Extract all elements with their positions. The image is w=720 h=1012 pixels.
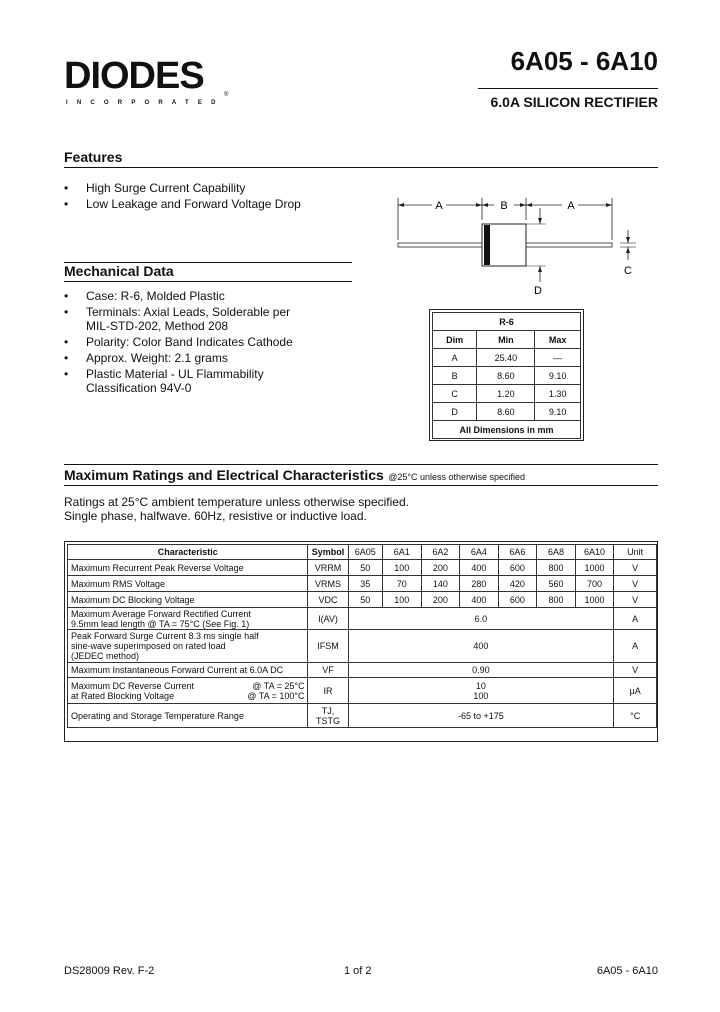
lead-left [398, 243, 484, 247]
device-subtitle: 6.0A SILICON RECTIFIER [490, 94, 658, 110]
list-item: • Terminals: Axial Leads, Solderable per MIL-STD-202, Method 208 [64, 305, 314, 333]
characteristic: Maximum Instantaneous Forward Current at 6.0A DC [68, 663, 308, 678]
characteristic-line: sine-wave superimposed on rated load [71, 641, 226, 651]
value-line: 10 [475, 680, 486, 691]
ratings-title: Maximum Ratings and Electrical Characteristics [64, 467, 384, 483]
table-header: 6A10 [575, 545, 614, 560]
table-cell: 200 [421, 592, 460, 608]
table-cell: 280 [460, 576, 499, 592]
table-cell: 420 [498, 576, 537, 592]
unit: V [614, 663, 657, 678]
dim-label-a: A [435, 200, 443, 212]
characteristic-line: (JEDEC method) [71, 651, 140, 661]
features-title: Features [64, 149, 123, 165]
logo-trademark: ® [224, 92, 229, 98]
unit: V [614, 560, 657, 576]
table-cell: 600 [498, 560, 537, 576]
symbol [308, 704, 348, 728]
table-cell: — [535, 349, 581, 367]
table-cell: 560 [537, 576, 576, 592]
table-cell: 8.60 [477, 367, 535, 385]
characteristic: Maximum RMS Voltage [68, 576, 308, 592]
dim-label-a-right: A [567, 200, 575, 212]
package-outline-diagram [390, 190, 650, 302]
ratings-para-1: Ratings at 25°C ambient temperature unless otherwise specified. [64, 495, 409, 509]
table-cell: D [433, 403, 477, 421]
characteristic [68, 678, 235, 704]
table-cell: 0.90 [348, 663, 614, 678]
table-header: Max [535, 331, 581, 349]
table-cell: 1000 [575, 560, 614, 576]
dimension-unit-note: All Dimensions in mm [433, 421, 581, 439]
dim-label-b: B [500, 200, 508, 212]
symbol-line: TJ, [321, 705, 335, 716]
table-cell: 1.30 [535, 385, 581, 403]
list-item: • Low Leakage and Forward Voltage Drop [64, 197, 364, 211]
characteristic-line: Maximum Average Forward Rectified Current [71, 608, 251, 619]
table-cell: 50 [348, 592, 382, 608]
header-divider [478, 88, 658, 89]
characteristic: Maximum Recurrent Peak Reverse Voltage [68, 560, 308, 576]
list-item: • Case: R-6, Molded Plastic [64, 289, 314, 303]
symbol: I(AV) [308, 608, 348, 630]
symbol: VF [308, 663, 348, 678]
unit: V [614, 576, 657, 592]
table-cell: A [433, 349, 477, 367]
symbol: VDC [308, 592, 348, 608]
table-row [433, 349, 581, 367]
dim-label-d: D [534, 285, 542, 297]
characteristic-line: Maximum DC Reverse Current [71, 680, 195, 691]
value-line: 100 [473, 690, 489, 701]
table-row [68, 663, 657, 678]
ratings-para-2: Single phase, halfwave. 60Hz, resistive or inductive load. [64, 509, 367, 523]
package-name: R-6 [433, 313, 581, 331]
footer-doc-id: DS28009 Rev. F-2 [64, 965, 155, 977]
table-cell: -65 to +175 [348, 704, 614, 728]
list-item: • Plastic Material - UL Flammability Classification 94V-0 [64, 367, 314, 395]
table-row [433, 367, 581, 385]
table-row [68, 608, 657, 630]
characteristic-line: at Rated Blocking Voltage [71, 690, 175, 701]
diodes-logo [64, 55, 236, 112]
table-cell: 400 [460, 592, 499, 608]
table-header: 6A6 [498, 545, 537, 560]
logo-wordmark: DIODES [64, 55, 204, 97]
table-header: Min [477, 331, 535, 349]
characteristic-line: 9.5mm lead length @ TA = 75°C (See Fig. 1) [71, 618, 250, 629]
table-header: 6A4 [460, 545, 499, 560]
list-item: • High Surge Current Capability [64, 181, 364, 195]
table-cell: 800 [537, 592, 576, 608]
table-row [433, 403, 581, 421]
table-cell: 400 [460, 560, 499, 576]
dim-label-c: C [624, 265, 632, 277]
list-item: • Approx. Weight: 2.1 grams [64, 351, 314, 365]
table-header-row [68, 545, 657, 560]
table-cell: 70 [383, 576, 422, 592]
part-range-title: 6A05 - 6A10 [510, 46, 658, 76]
unit: V [614, 592, 657, 608]
footer-page-number: 1 of 2 [344, 965, 372, 977]
symbol: VRMS [308, 576, 348, 592]
table-row [68, 704, 657, 728]
characteristic-line: Peak Forward Surge Current 8.3 ms single half [71, 631, 259, 641]
table-header: 6A1 [383, 545, 422, 560]
table-row [68, 678, 657, 704]
ratings-table-frame [64, 541, 658, 742]
characteristic [68, 630, 308, 663]
condition [235, 678, 308, 704]
table-row [433, 385, 581, 403]
table-cell: 6.0 [348, 608, 614, 630]
characteristic: Maximum DC Blocking Voltage [68, 592, 308, 608]
table-cell: 700 [575, 576, 614, 592]
table-header: Unit [614, 545, 657, 560]
features-rule [64, 167, 658, 168]
table-cell: 50 [348, 560, 382, 576]
table-header: Symbol [308, 545, 348, 560]
cathode-band [484, 225, 490, 265]
table-header: 6A8 [537, 545, 576, 560]
table-cell: 35 [348, 576, 382, 592]
ratings-table [67, 544, 657, 728]
condition-line: @ TA = 25°C [252, 680, 305, 691]
table-cell: 600 [498, 592, 537, 608]
symbol-line: TSTG [315, 715, 340, 726]
table-cell: 25.40 [477, 349, 535, 367]
unit: A [614, 630, 657, 663]
table-header: Dim [433, 331, 477, 349]
condition-line: @ TA = 100°C [247, 690, 305, 701]
symbol: VRRM [308, 560, 348, 576]
mechanical-rule [64, 281, 352, 282]
lead-right [526, 243, 612, 247]
unit: °C [614, 704, 657, 728]
table-cell [348, 678, 614, 704]
characteristic [68, 608, 308, 630]
table-cell: 9.10 [535, 403, 581, 421]
table-header: 6A2 [421, 545, 460, 560]
symbol: IR [308, 678, 348, 704]
ratings-heading [64, 467, 525, 485]
mechanical-title: Mechanical Data [64, 263, 174, 279]
symbol: IFSM [308, 630, 348, 663]
table-cell: 1.20 [477, 385, 535, 403]
table-cell: 140 [421, 576, 460, 592]
ratings-note: @25°C unless otherwise specified [388, 472, 526, 482]
table-row [68, 560, 657, 576]
table-cell: 9.10 [535, 367, 581, 385]
dimension-table [432, 312, 581, 439]
table-cell: 400 [348, 630, 614, 663]
table-cell: 200 [421, 560, 460, 576]
characteristic: Operating and Storage Temperature Range [68, 704, 308, 728]
mechanical-top-rule [64, 262, 352, 263]
footer-part-range: 6A05 - 6A10 [596, 965, 658, 977]
list-item: • Polarity: Color Band Indicates Cathode [64, 335, 314, 349]
table-cell: 1000 [575, 592, 614, 608]
logo-subtitle: INCORPORATED [66, 100, 225, 106]
table-cell: B [433, 367, 477, 385]
table-header: 6A05 [348, 545, 382, 560]
unit: A [614, 608, 657, 630]
table-cell: C [433, 385, 477, 403]
ratings-top-rule [64, 464, 658, 465]
table-cell: 100 [383, 592, 422, 608]
table-cell: 8.60 [477, 403, 535, 421]
dimension-table-frame [429, 309, 584, 441]
table-cell: 100 [383, 560, 422, 576]
table-header: Characteristic [68, 545, 308, 560]
features-list [64, 181, 364, 213]
table-row [68, 592, 657, 608]
table-row [68, 576, 657, 592]
table-cell: 800 [537, 560, 576, 576]
ratings-rule [64, 485, 658, 486]
unit: μA [614, 678, 657, 704]
table-row [68, 630, 657, 663]
mechanical-list [64, 289, 314, 397]
